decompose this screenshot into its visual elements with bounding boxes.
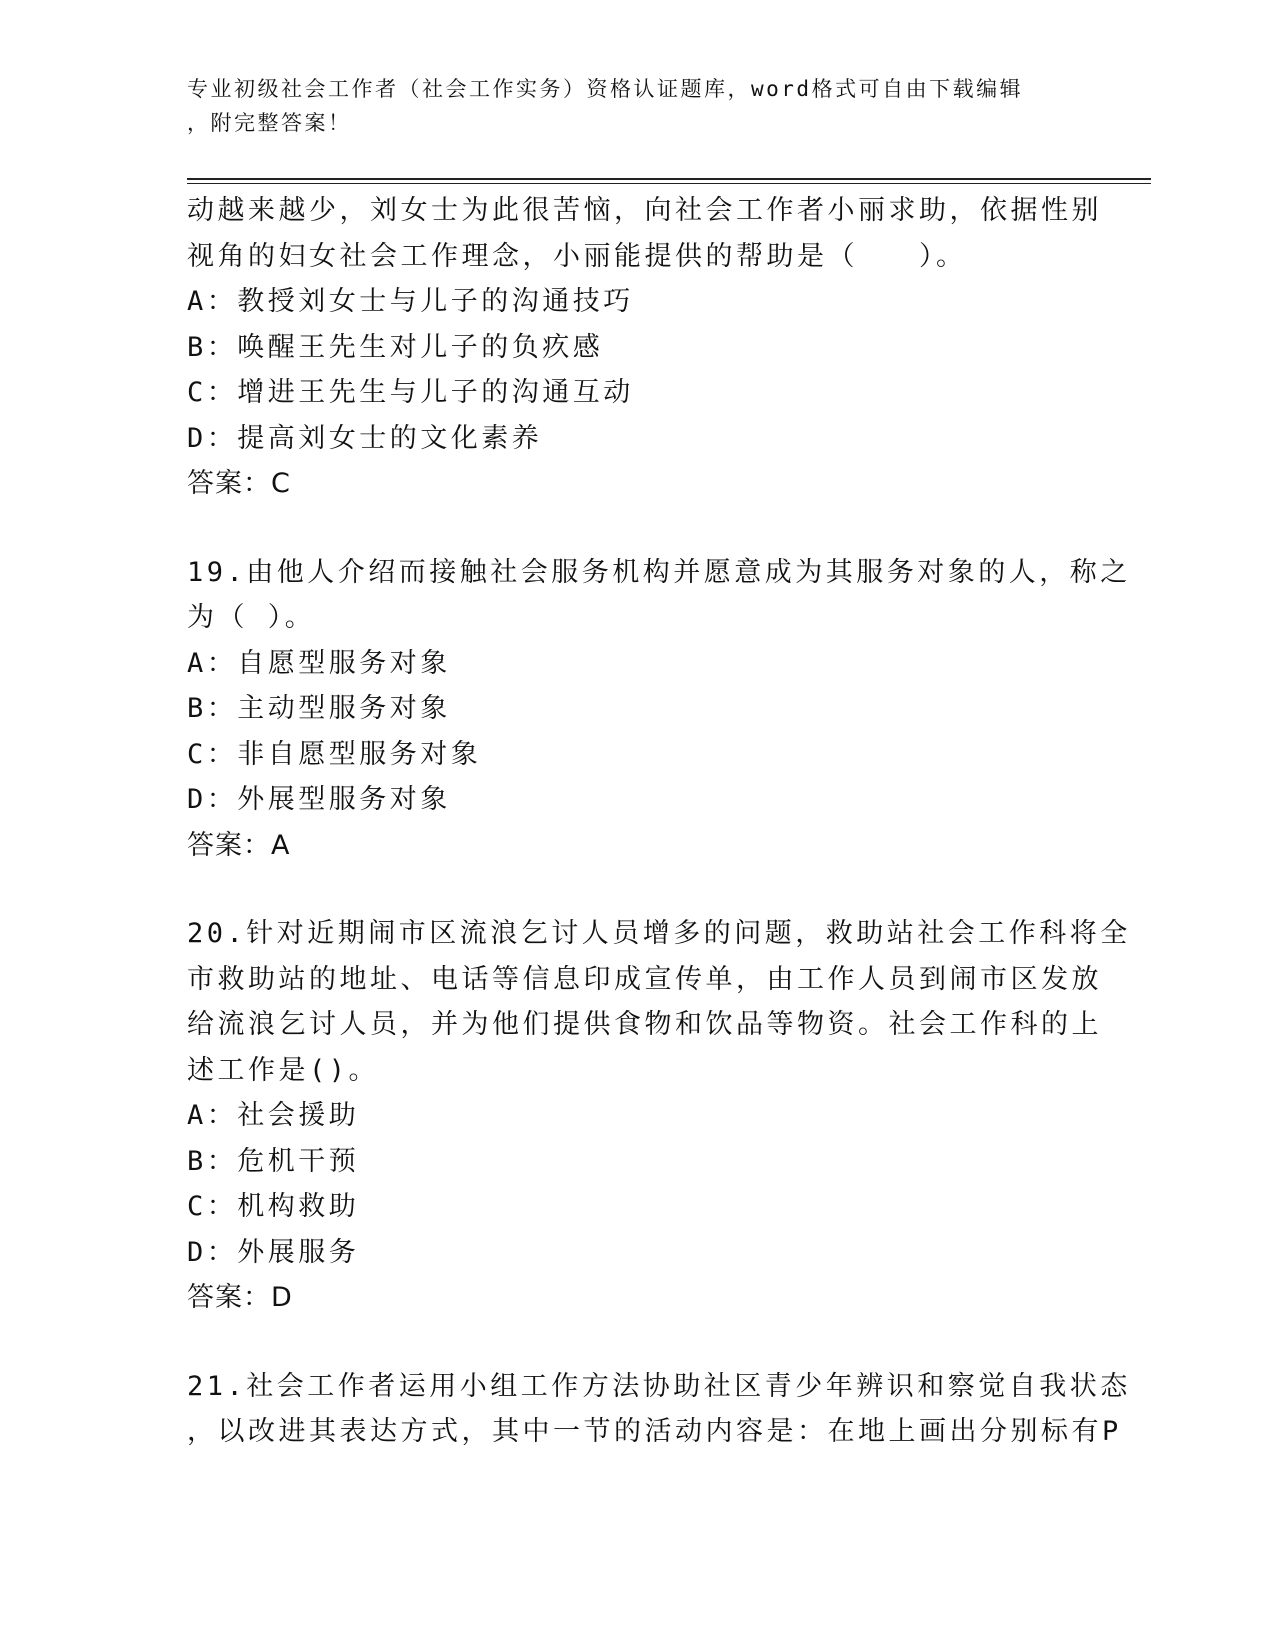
question-19-option-d: D：外展型服务对象	[187, 784, 451, 815]
question-20	[187, 911, 1131, 1321]
question-20-option-b: B：危机干预	[187, 1145, 360, 1177]
question-list	[187, 188, 1131, 1455]
question-19-option-c: C：非自愿型服务对象	[187, 738, 482, 770]
question-19-option-a: A：自愿型服务对象	[187, 647, 451, 679]
question-spacer	[187, 868, 1087, 911]
question-18-stem-line-2: 视角的妇女社会工作理念，小丽能提供的帮助是（ ）。	[187, 240, 967, 272]
question-18-option-a: A：教授刘女士与儿子的沟通技巧	[187, 286, 634, 317]
question-18-answer: 答案：C	[187, 468, 291, 499]
question-20-stem-line-4: 述工作是()。	[187, 1054, 380, 1086]
question-21-stem-line-1: 21.社会工作者运用小组工作方法协助社区青少年辨识和察觉自我状态	[187, 1370, 1131, 1402]
question-18	[187, 188, 1102, 507]
question-19	[187, 550, 1131, 869]
question-spacer	[187, 1321, 1087, 1364]
question-20-stem-line-1: 20.针对近期闹市区流浪乞讨人员增多的问题，救助站社会工作科将全	[187, 918, 1131, 949]
question-20-stem-line-3: 给流浪乞讨人员，并为他们提供食物和饮品等物资。社会工作科的上	[187, 1009, 1102, 1040]
question-19-stem-line-1: 19.由他人介绍而接触社会服务机构并愿意成为其服务对象的人，称之	[187, 556, 1131, 588]
question-20-option-c: C：机构救助	[187, 1191, 360, 1222]
question-21-stem-line-2: ，以改进其表达方式，其中一节的活动内容是：在地上画出分别标有P	[187, 1416, 1122, 1447]
question-18-option-c: C：增进王先生与儿子的沟通互动	[187, 377, 634, 408]
question-19-answer: 答案：A	[187, 829, 291, 861]
question-20-option-d: D：外展服务	[187, 1236, 360, 1268]
header-divider-thick	[187, 178, 1151, 180]
question-spacer	[187, 507, 1087, 550]
question-18-option-d: D：提高刘女士的文化素养	[187, 422, 543, 454]
question-18-option-b: B：唤醒王先生对儿子的负疚感	[187, 331, 604, 363]
question-19-stem-line-2: 为（ ）。	[187, 602, 316, 633]
header-line-1: 专业初级社会工作者（社会工作实务）资格认证题库，word格式可自由下载编辑	[187, 77, 1024, 101]
document-header	[187, 72, 1067, 140]
header-line-2: ，附完整答案！	[187, 111, 352, 135]
question-21	[187, 1364, 1131, 1455]
question-20-answer: 答案：D	[187, 1282, 293, 1313]
header-divider-thin	[187, 183, 1151, 184]
question-19-option-b: B：主动型服务对象	[187, 693, 451, 724]
question-18-stem-line-1: 动越来越少，刘女士为此很苦恼，向社会工作者小丽求助，依据性别	[187, 195, 1102, 226]
question-20-option-a: A：社会援助	[187, 1100, 360, 1131]
question-20-stem-line-2: 市救助站的地址、电话等信息印成宣传单，由工作人员到闹市区发放	[187, 963, 1102, 995]
